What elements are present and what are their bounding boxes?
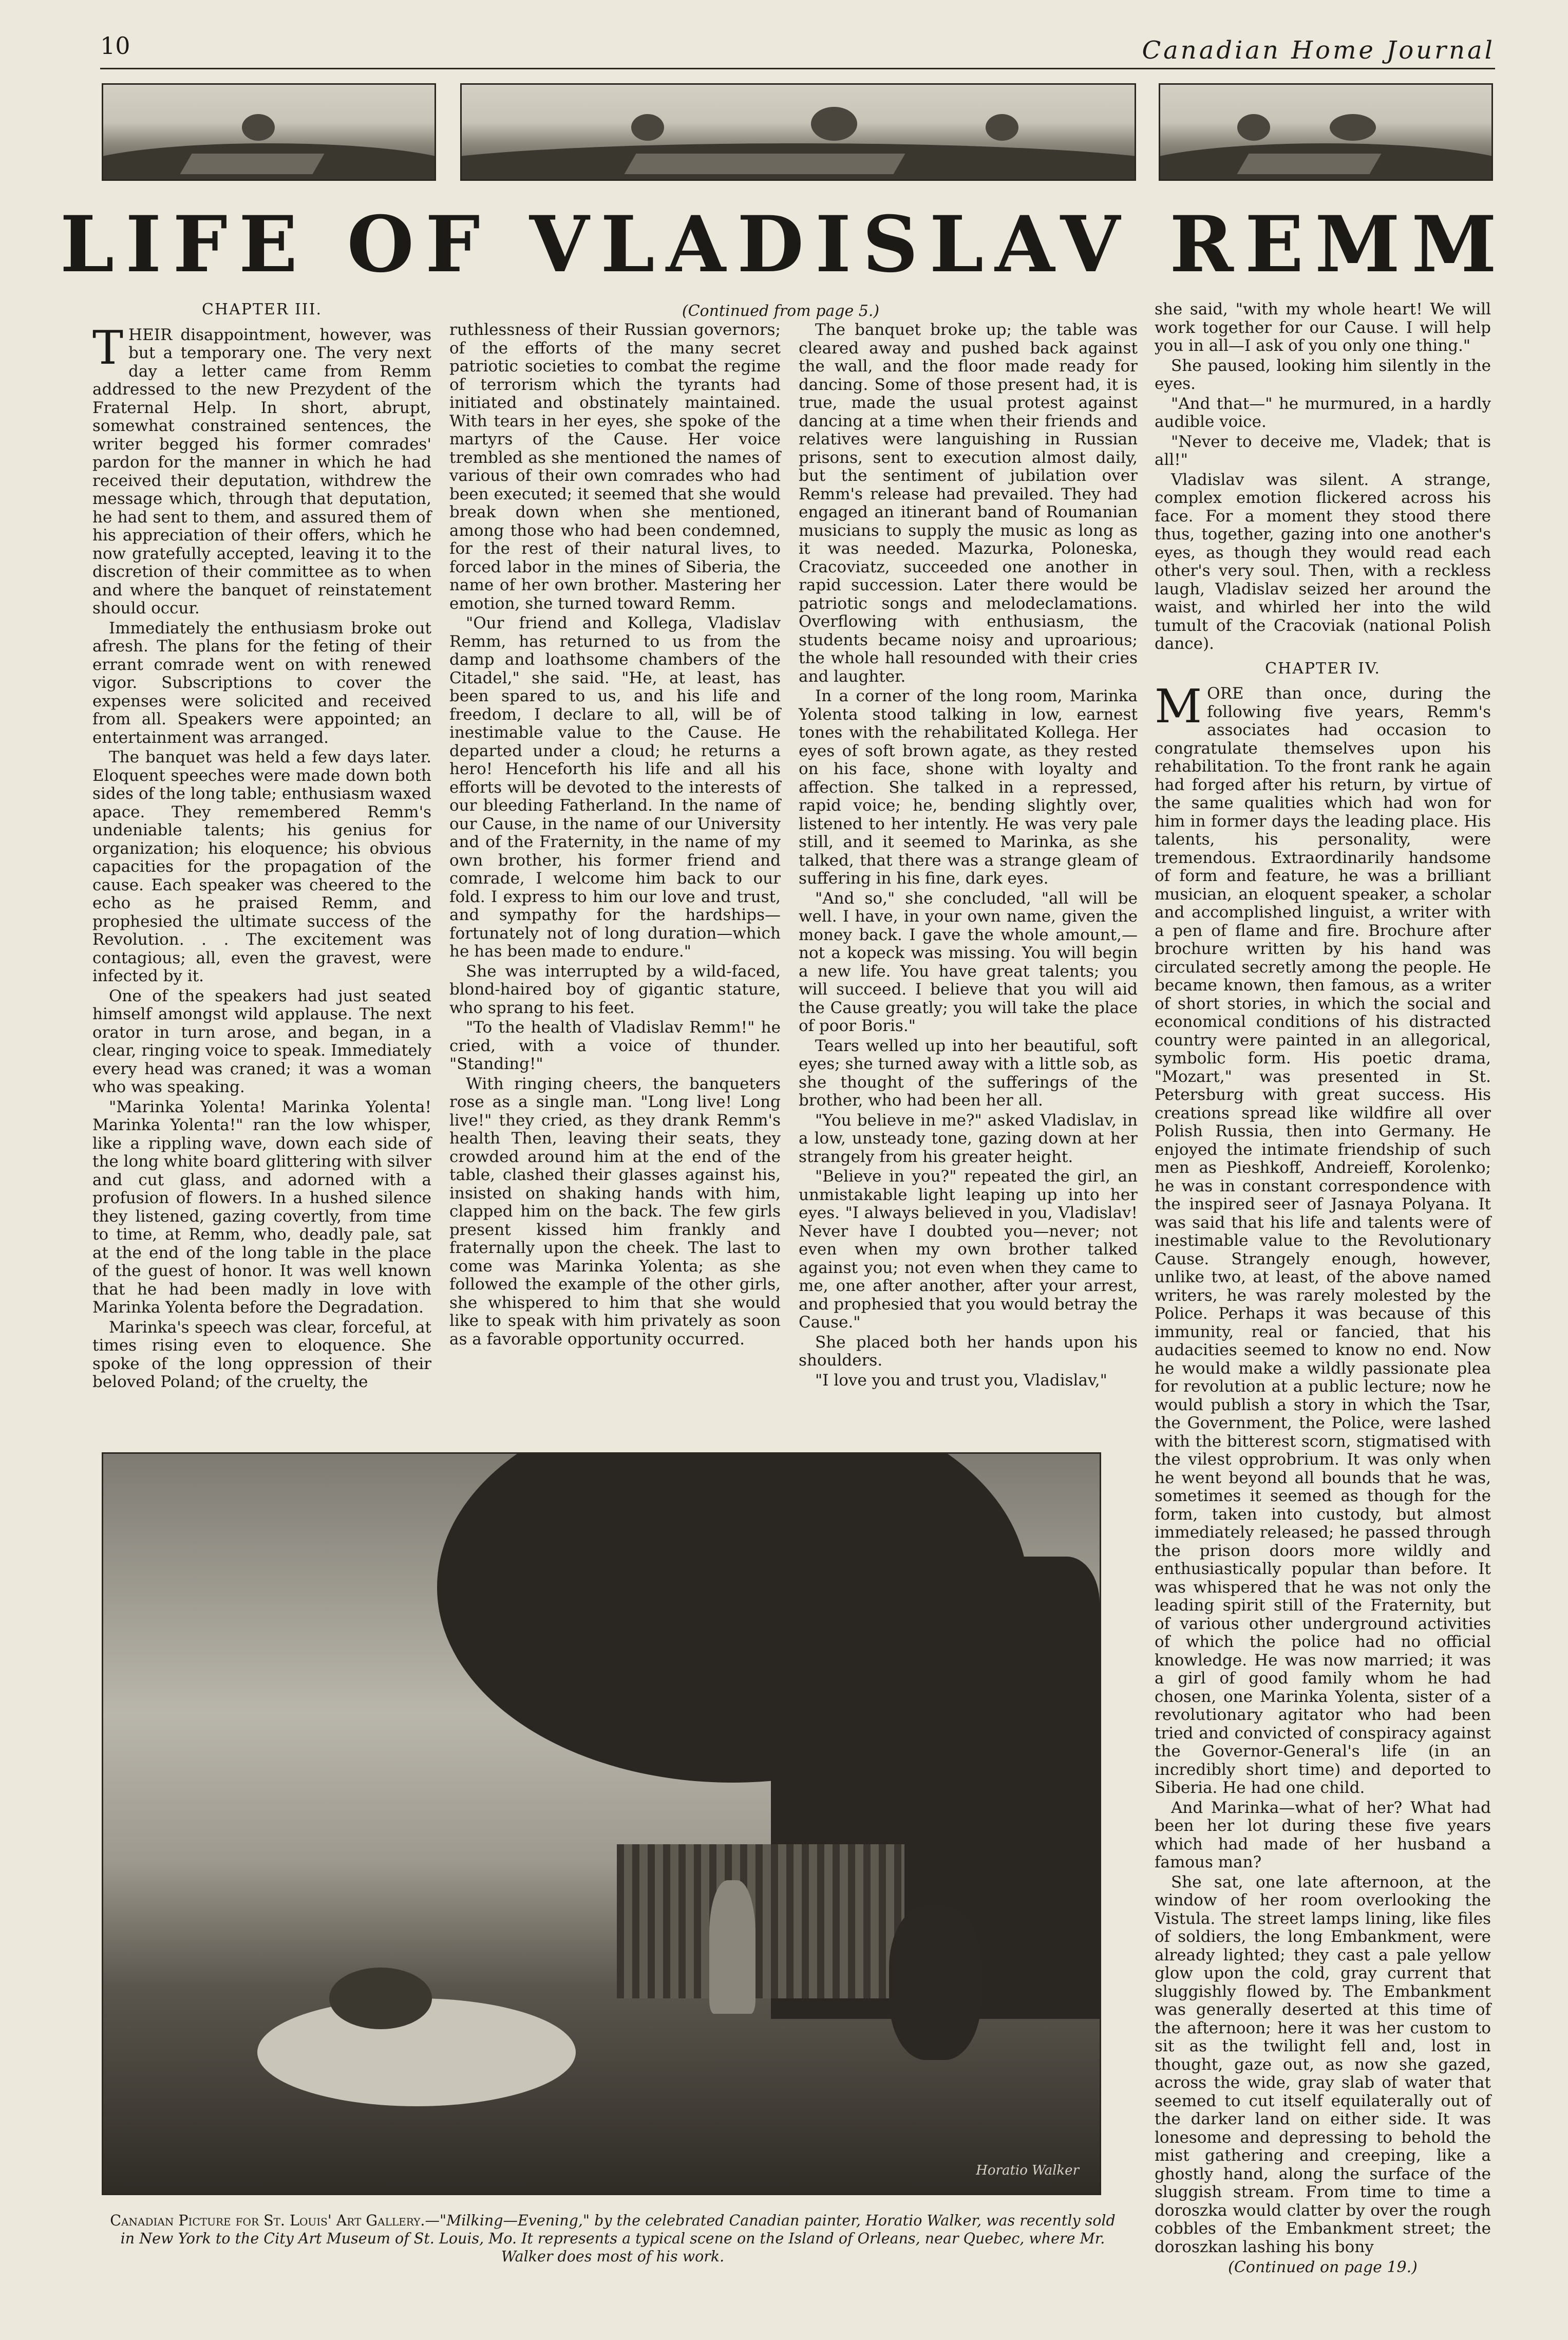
paragraph: ruthlessness of their Russian governors; of the efforts of the many secret patriotic societies to combat the regime of terrorism which the tyrants had initiated and obstinately maintained. With tears in her eyes, she spoke of the martyrs of the Cause. Her voice trembled as she mentioned the names of various of their own comrades who had been executed; it seemed that she would break down when she mentioned, among those who had been condemned, for the rest of their natural lives, to forced labor in the mines of Siberia, the name of her own brother. Mastering her emotion, she turned toward Remm. — [449, 321, 781, 613]
paragraph: In a corner of the long room, Marinka Yolenta stood talking in low, earnest tones with the rehabilitated Kollega. Her eyes of soft brown agate, as they rested on his face, shone with loyalty and affection. She talked in a repressed, rapid voice; he, bending slightly over, listened to her intently. He was very pale still, and it seemed to Marinka, as she talked, that there was a strange gleam of suffering in his fine, dark eyes. — [799, 687, 1138, 888]
continued-on: (Continued on page 19.) — [1228, 2258, 1418, 2276]
paragraph-text: HEIR disappointment, however, was but a temporary one. The very next day a letter came from Remm addressed to the new Prezydent of the Fraternal Help. In short, abrupt, somewhat constrained sentences, the writer begged his former comrades' pardon for the manner in which he had received their deputation, withdrew the message which, through that deputation, he had sent to them, and assured them of his appreciation of their offers, which he now gratefully accepted, leaving it to the discretion of their committee as to when and where the banquet of reinstatement should occur. — [92, 325, 431, 617]
banner-road — [180, 154, 325, 174]
banner-road — [624, 154, 905, 174]
banner-tree — [631, 114, 664, 141]
paragraph: She was interrupted by a wild-faced, blond-haired boy of gigantic stature, who sprang to his feet. — [449, 962, 781, 1017]
banner-left — [102, 83, 436, 181]
article-title: LIFE OF VLADISLAV REMM — [60, 199, 1508, 290]
paragraph — [92, 321, 431, 618]
paragraph: "Our friend and Kollega, Vladislav Remm, has returned to us from the damp and loathsome chambers of the Citadel," she said. "He, at least, has been spared to us, and his life and freedom, I declare to all, will be of inestimable value to the Cause. He departed under a cloud; he returns a hero! Henceforth his life and all his efforts will be devoted to the interests of our bleeding Fatherland. In the name of our Cause, in the name of our University and of the Fraternity, in the name of my own brother, his former friend and comrade, I welcome him back to our fold. I express to him our love and trust, and sympathy for the hardships—fortunately not of long duration—which he has been made to endure." — [449, 614, 781, 961]
painting-figure — [709, 1880, 755, 2014]
painting-illustration — [102, 1452, 1101, 2195]
paragraph: "Never to deceive me, Vladek; that is all!" — [1155, 432, 1491, 469]
paragraph: With ringing cheers, the banqueters rose as a single man. "Long live! Long live!" they cried, as they drank Remm's health Then, leaving their seats, they crowded around him at the end of the table, clashed their glasses against his, insisted on shaking hands with him, clapped him on the back. The few girls present kissed him frankly and fraternally upon the cheek. The last to come was Marinka Yolenta; as she followed the example of the other girls, she whispered to him that she would like to speak with him privately as soon as a favorable opportunity occurred. — [449, 1074, 781, 1349]
paragraph: Vladislav was silent. A strange, complex emotion flickered across his face. For a moment they stood there thus, together, gazing into one another's eyes, as though they would read each other's very soul. Then, with a reckless laugh, Vladislav seized her around the waist, and whirled her into the wild tumult of the Cracoviak (national Polish dance). — [1155, 470, 1491, 653]
paragraph: "To the health of Vladislav Remm!" he cried, with a voice of thunder. "Standing!" — [449, 1018, 781, 1073]
page-number: 10 — [100, 32, 130, 60]
paragraph: Marinka's speech was clear, forceful, at times rising even to eloquence. She spoke of the long oppression of their beloved Poland; of the cruelty, the — [92, 1318, 431, 1391]
paragraph: "Marinka Yolenta! Marinka Yolenta! Marinka Yolenta!" ran the low whisper, like a rippling wave, down each side of the long white board glittering with silver and cut glass, and adorned with a profusion of flowers. In a hushed silence they listened, gazing covertly, from time to time, at Remm, who, deadly pale, sat at the end of the long table in the place of the guest of honor. It was well known that he had been madly in love with Marinka Yolenta before the Degradation. — [92, 1097, 431, 1317]
column-2 — [449, 301, 781, 1350]
paragraph: One of the speakers had just seated himself amongst wild applause. The next orator in turn arose, and began, in a clear, ringing voice to speak. Immediately every head was craned; it was a woman who was speaking. — [92, 986, 431, 1096]
paragraph: She placed both her hands upon his shoulders. — [799, 1333, 1138, 1370]
paragraph — [1155, 680, 1491, 1798]
banner-tree — [986, 114, 1018, 141]
banner-center — [460, 83, 1136, 181]
banner-right — [1159, 83, 1493, 181]
image-caption — [102, 2212, 1124, 2266]
paragraph: "Believe in you?" repeated the girl, an unmistakable light leaping up into her eyes. "I always believed in you, Vladislav! Never have I doubted you—never; not even when my own brother talked against you; not even when they came to me, one after another, after your arrest, and prophesied that you would betray the Cause." — [799, 1167, 1138, 1332]
banner-road — [1237, 154, 1382, 174]
banner-tree — [242, 114, 275, 141]
paragraph: she said, "with my whole heart! We will work together for our Cause. I will help you in all—I ask of you only one thing." — [1155, 300, 1491, 355]
banner-tree — [1237, 114, 1270, 141]
caption-label: Canadian Picture for St. Louis' Art Gallery. — [110, 2212, 425, 2229]
paragraph: And Marinka—what of her? What had been her lot during these five years which had made of her husband a famous man? — [1155, 1798, 1491, 1871]
chapter-heading: CHAPTER IV. — [1265, 659, 1381, 678]
painting-cow — [329, 1968, 432, 2029]
column-1 — [92, 301, 431, 1393]
drop-cap: M — [1155, 680, 1202, 734]
painting-signature: Horatio Walker — [976, 2163, 1079, 2178]
paragraph: "I love you and trust you, Vladislav," — [815, 1371, 1107, 1390]
chapter-heading: CHAPTER III. — [201, 301, 323, 319]
banner-tree — [811, 107, 857, 141]
painting-fence — [617, 1844, 904, 1998]
caption-text: —"Milking—Evening," by the celebrated Canadian painter, Horatio Walker, was recently sold in New York to the City Art Museum of St. Louis, Mo. It represents a typical scene on the Island of Orleans, near Quebec, where Mr. Walker does most of his work. — [120, 2212, 1116, 2265]
paragraph: The banquet broke up; the table was cleared away and pushed back against the wall, and the floor made ready for dancing. Some of those present had, it is true, made the usual protest against dancing at a time when their friends and relatives were languishing in Russian prisons, sent to execution almost daily, but the sentiment of jubilation over Remm's release had prevailed. They had engaged an itinerant band of Roumanian musicians to supply the music as long as it was needed. Mazurka, Poloneska, Cracoviatz, succeeded one another in rapid succession. Later there would be patriotic songs and melodeclamations. Overflowing with enthusiasm, the students became noisy and uproarious; the whole hall resounded with their cries and laughter. — [799, 321, 1138, 686]
painting-cow — [889, 1906, 981, 2060]
paragraph: Immediately the enthusiasm broke out afresh. The plans for the feting of their errant comrade went on with renewed vigor. Subscriptions to cover the expenses were solicited and received from all. Speakers were appointed; an entertainment was arranged. — [92, 619, 431, 747]
column-4 — [1155, 301, 1491, 2277]
banner-tree — [1330, 114, 1376, 141]
header-rule — [100, 68, 1495, 69]
drop-cap: T — [92, 321, 124, 375]
paragraph: "And that—" he murmured, in a hardly audible voice. — [1155, 394, 1491, 431]
column-3 — [799, 321, 1138, 1391]
paragraph: Tears welled up into her beautiful, soft eyes; she turned away with a little sob, as she thought of the sufferings of the brother, who had been her all. — [799, 1036, 1138, 1110]
continued-from: (Continued from page 5.) — [682, 302, 880, 320]
paragraph: "And so," she concluded, "all will be well. I have, in your own name, given the money back. I gave the whole amount,—not a kopeck was missing. You will begin a new life. You have great talents; you will succeed. I believe that you will aid the Cause greatly; you will take the place of poor Boris." — [799, 889, 1138, 1035]
paragraph: She paused, looking him silently in the eyes. — [1155, 356, 1491, 393]
paragraph: "You believe in me?" asked Vladislav, in a low, unsteady tone, gazing down at her strangely from his greater height. — [799, 1111, 1138, 1166]
paragraph-text: ORE than once, during the following five years, Remm's associates had occasion to congratulate themselves upon his rehabilitation. To the front rank he again had forged after his return, by virtue of the same qualities which had won for him in former days the leading place. His talents, his personality, were tremendous. Extraordinarily handsome of form and feature, he was a brilliant musician, an eloquent speaker, a scholar and accomplished linguist, a writer with a pen of flame and fire. Brochure after brochure written by his hand was circulated secretly among the people. He became known, then famous, as a writer of short stories, in which the social and economical conditions of his distracted country were painted in an allegorical, symbolic form. His poetic drama, "Mozart," was presented in St. Petersburg with great success. His creations spread like wildfire all over Polish Russia, then into Germany. He enjoyed the intimate friendship of such men as Pieshkoff, Andreieff, Korolenko; he was in constant correspondence with the inspired seer of Jasnaya Polyana. It was said that his life and talents were of inestimable value to the Revolutionary Cause. Strangely enough, however, unlike two, at least, of the above named writers, he was rarely molested by the Police. Perhaps it was because of this immunity, real or fancied, that his audacities seemed to know no end. Now he would make a wildly passionate plea for revolution at a public lecture; now he would publish a story in which the Tsar, the Government, the Police, were lashed with the bitterest scorn, stigmatised with the vilest opprobrium. It was only when he went beyond all bounds that he was, sometimes it seemed as though for the form, taken into custody, but almost immediately released; he passed through the prison doors more wildly and enthusiastically popular than before. It was whispered that he was not only the leading spirit still of the Fraternity, but of various other underground activities of which the police had no official knowledge. He was now married; it was a girl of good family whom he had chosen, one Marinka Yolenta, sister of a revolutionary agitator who had been tried and convicted of conspiracy against the Governor-General's life (in an incredibly short time) and deported to Siberia. He had one child. — [1155, 684, 1491, 1797]
masthead: Canadian Home Journal — [1142, 36, 1495, 65]
paragraph: She sat, one late afternoon, at the window of her room overlooking the Vistula. The street lamps lining, like files of soldiers, the long Embankment, were already lighted; they cast a pale yellow glow upon the cold, gray current that sluggishly flowed by. The Embankment was generally deserted at this time of the afternoon; here it was her custom to sit as the twilight fell and, lost in thought, gaze out, as now she gazed, across the wide, gray slab of water that seemed to cut itself equilaterally out of the darker land on either side. It was lonesome and depressing to behold the mist gathering and creeping, like a ghostly hand, along the surface of the sluggish stream. From time to time a doroszka would clatter by over the rough cobbles of the Embankment street; the doroszkan lashing his bony — [1155, 1873, 1491, 2256]
paragraph: The banquet was held a few days later. Eloquent speeches were made down both sides of the long table; enthusiasm waxed apace. They remembered Remm's undeniable talents; his genius for organization; his eloquence; his obvious capacities for the propagation of the cause. Each speaker was cheered to the echo as he praised Remm, and prophesied the ultimate success of the Revolution. . . The excitement was contagious; all, even the gravest, were infected by it. — [92, 748, 431, 985]
